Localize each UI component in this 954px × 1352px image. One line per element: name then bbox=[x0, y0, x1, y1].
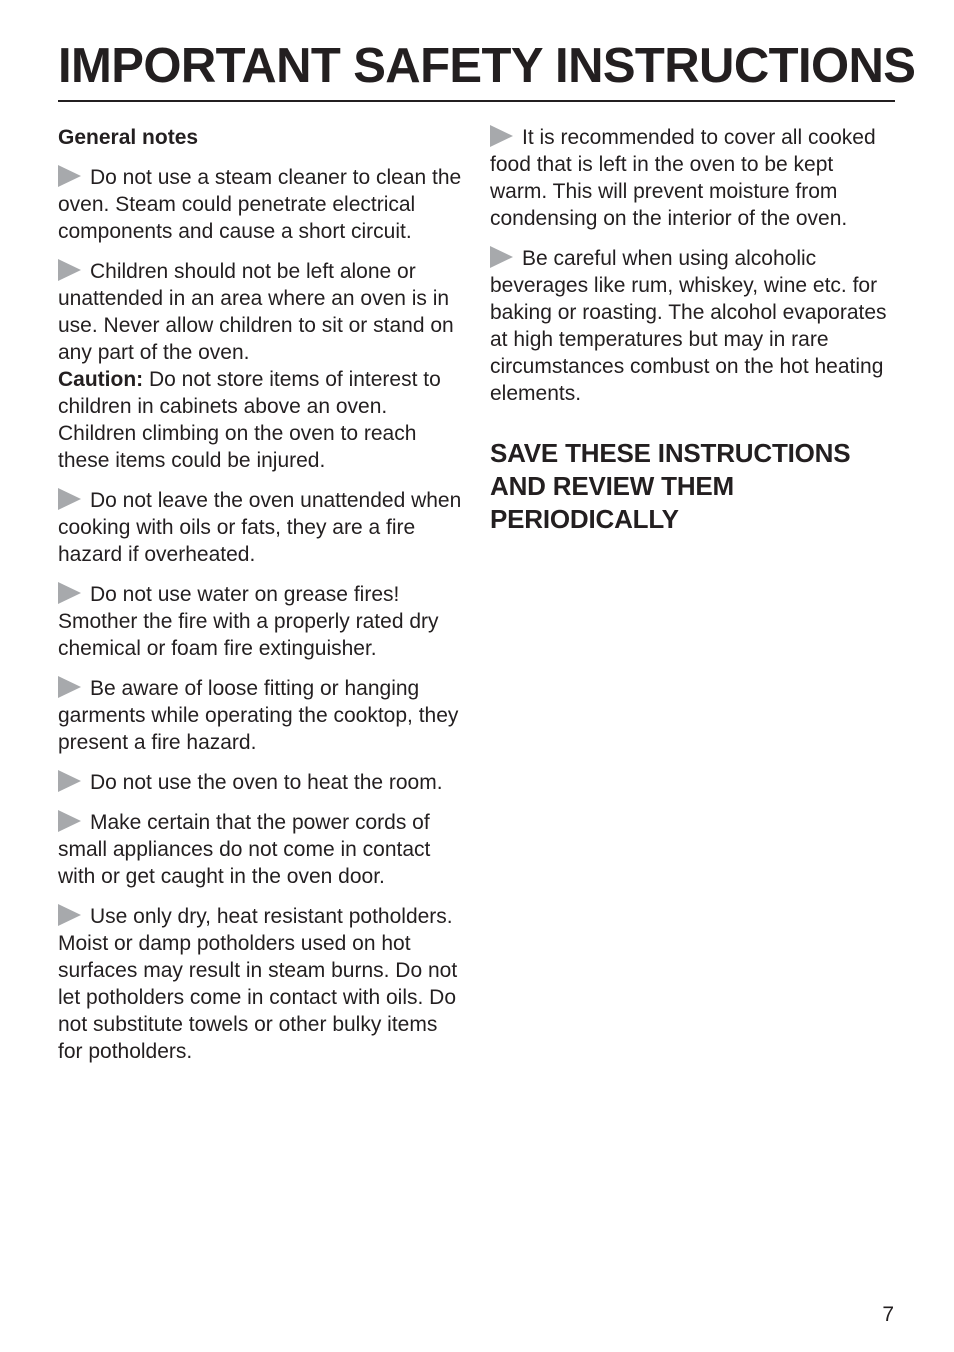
note-text: Be aware of loose fitting or hanging garments while operating the cooktop, they present a fire hazard. bbox=[58, 677, 459, 754]
right-column bbox=[490, 124, 890, 536]
safety-note bbox=[58, 675, 466, 756]
note-text: Children should not be left alone or unattended in an area where an oven is in use. Never allow children to sit or stand on any part of the oven. bbox=[58, 260, 454, 364]
section-heading-general-notes: General notes bbox=[58, 126, 199, 149]
safety-note bbox=[58, 258, 466, 474]
safety-note bbox=[58, 903, 466, 1065]
triangle-bullet-icon bbox=[58, 904, 81, 926]
note-text: Make certain that the power cords of small appliances do not come in contact with or get caught in the oven door. bbox=[58, 811, 431, 888]
triangle-bullet-icon bbox=[58, 676, 81, 698]
safety-note bbox=[58, 164, 466, 245]
triangle-bullet-icon bbox=[490, 246, 513, 268]
note-text: Use only dry, heat resistant potholders. Moist or damp potholders used on hot surfaces may result in steam burns. Do not let potholders come in contact with oils. Do not substitute towels or other bulky items for potholders. bbox=[58, 905, 458, 1063]
safety-note bbox=[58, 769, 466, 796]
safety-note bbox=[58, 581, 466, 662]
safety-note bbox=[490, 245, 890, 407]
title-divider bbox=[58, 100, 895, 102]
triangle-bullet-icon bbox=[58, 259, 81, 281]
triangle-bullet-icon bbox=[58, 488, 81, 510]
triangle-bullet-icon bbox=[58, 770, 81, 792]
triangle-bullet-icon bbox=[58, 810, 81, 832]
safety-note bbox=[58, 809, 466, 890]
safety-note bbox=[490, 124, 890, 232]
save-instructions-heading: SAVE THESE INSTRUCTIONS AND REVIEW THEM PERIODICALLY bbox=[490, 438, 851, 534]
note-text: Do not use a steam cleaner to clean the oven. Steam could penetrate electrical components and cause a short circuit. bbox=[58, 166, 462, 243]
page-number: 7 bbox=[882, 1303, 894, 1326]
page-title: IMPORTANT SAFETY INSTRUCTIONS bbox=[58, 39, 916, 93]
note-text: Do not use the oven to heat the room. bbox=[90, 771, 443, 794]
caution-text: Do not store items of interest to children in cabinets above an oven. Children climbing on the oven to reach these items could be injured. bbox=[58, 368, 441, 472]
note-text: Do not leave the oven unattended when cooking with oils or fats, they are a fire hazard if overheated. bbox=[58, 489, 462, 566]
note-text: Do not use water on grease fires! Smother the fire with a properly rated dry chemical or foam fire extinguisher. bbox=[58, 583, 439, 660]
caution-label: Caution: bbox=[58, 368, 144, 391]
triangle-bullet-icon bbox=[58, 582, 81, 604]
triangle-bullet-icon bbox=[490, 125, 513, 147]
note-text: Be careful when using alcoholic beverages like rum, whiskey, wine etc. for baking or roasting. The alcohol evaporates at high temperatures but may in rare circumstances combust on the hot heating elements. bbox=[490, 247, 887, 405]
triangle-bullet-icon bbox=[58, 165, 81, 187]
safety-note bbox=[58, 487, 466, 568]
left-column bbox=[58, 124, 466, 1078]
note-text: It is recommended to cover all cooked food that is left in the oven to be kept warm. This will prevent moisture from condensing on the interior of the oven. bbox=[490, 126, 876, 230]
